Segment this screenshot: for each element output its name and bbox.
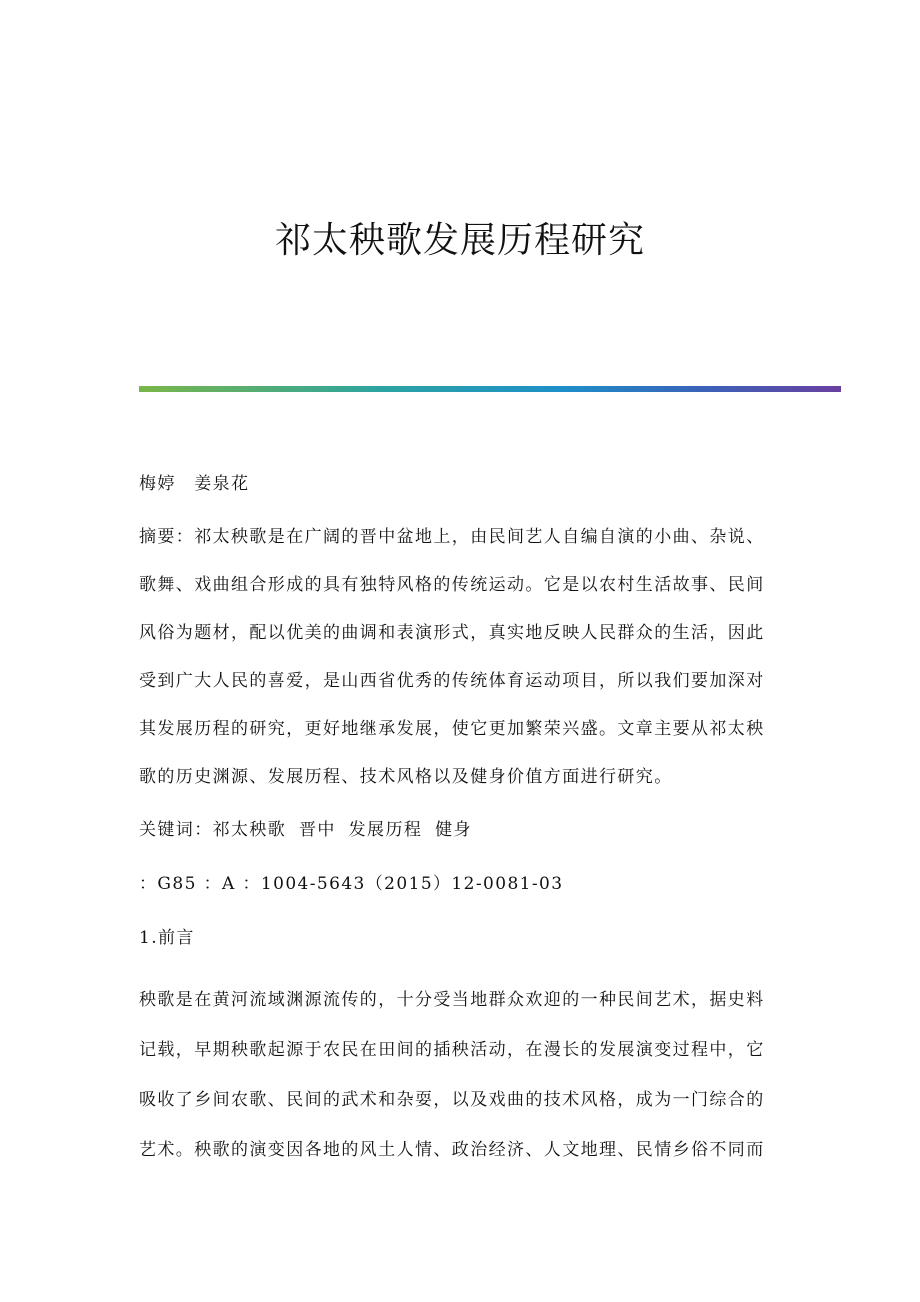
gradient-divider [139,386,841,392]
document-title: 祁太秧歌发展历程研究 [274,220,645,261]
document-body [139,468,771,1196]
keyword-item: 晋中 [299,820,336,840]
classification-line: ：G85 ：A ：1004-5643（2015）12-0081-03 [139,874,564,894]
abstract [139,513,771,801]
keyword-item: 发展历程 [348,820,423,840]
keyword-item: 健身 [435,820,472,840]
section-heading: 1.前言 [139,928,195,948]
keywords [139,814,771,846]
authors: 梅婷 姜泉花 [139,474,250,494]
keyword-item: 祁太秧歌 [212,820,287,840]
keywords-label: 关键词： [139,820,213,840]
abstract-text: 摘要：祁太秧歌是在广阔的晋中盆地上，由民间艺人自编自演的小曲、杂说、歌舞、戏曲组合形成的具有独特风格的传统运动。它是以农村生活故事、民间风俗为题材，配以优美的曲调和表演形式，真实地反映人民群众的生活，因此受到广大人民的喜爱，是山西省优秀的传统体育运动项目，所以我们要加深对其发展历程的研究，更好地继承发展，使它更加繁荣兴盛。文章主要从祁太秧歌的历史渊源、发展历程、技术风格以及健身价值方面进行研究。 [139,527,765,787]
body-paragraph: 秧歌是在黄河流域渊源流传的，十分受当地群众欢迎的一种民间艺术，据史料记载，早期秧歌起源于农民在田间的插秧活动，在漫长的发展演变过程中，它吸收了乡间农歌、民间的武术和杂耍，以及戏曲的技术风格，成为一门综合的艺术。秧歌的演变因各地的风土人情、政治经济、人文地理、民情乡俗不同而 [139,990,765,1160]
